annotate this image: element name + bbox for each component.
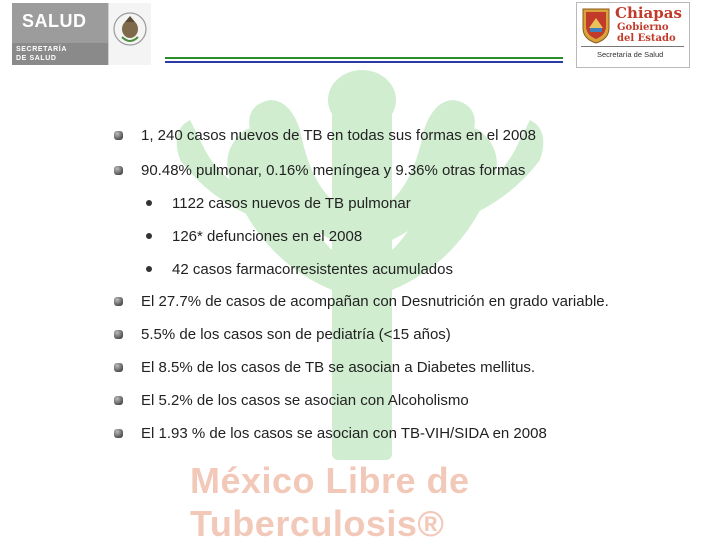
bullet-square-icon — [114, 429, 123, 438]
watermark-line-2: Tuberculosis® — [190, 503, 445, 544]
bullet-square-icon — [114, 166, 123, 175]
bullet-square-icon — [114, 330, 123, 339]
list-item-text: 1122 casos nuevos de TB pulmonar — [172, 195, 411, 212]
salud-logo-subtitle-1: SECRETARÍA — [16, 46, 67, 53]
list-item-text: 5.5% de los casos son de pediatría (<15 años) — [141, 326, 451, 343]
bullet-dot-icon — [146, 266, 152, 272]
list-item-text: El 1.93 % de los casos se asocian con TB-VIH/SIDA en 2008 — [141, 425, 547, 442]
bullet-square-icon — [114, 131, 123, 140]
bullet-dot-icon — [146, 200, 152, 206]
chiapas-logo-footer: Secretaría de Salud — [597, 50, 664, 59]
list-item-text: 90.48% pulmonar, 0.16% meníngea y 9.36% otras formas — [141, 162, 526, 179]
bullet-square-icon — [114, 396, 123, 405]
list-item-text: El 8.5% de los casos de TB se asocian a Diabetes mellitus. — [141, 359, 536, 376]
list-item-text: 126* defunciones en el 2008 — [172, 228, 363, 245]
chiapas-logo-subtitle-2: del Estado — [617, 33, 676, 44]
list-item-text: El 5.2% de los casos se asocian con Alcoholismo — [141, 392, 469, 409]
list-item-text: El 27.7% de casos de acompañan con Desnutrición en grado variable. — [141, 293, 609, 310]
watermark-line-1: México Libre de — [190, 460, 470, 501]
list-item-text: 1, 240 casos nuevos de TB en todas sus formas en el 2008 — [141, 127, 536, 144]
list-item-text: 42 casos farmacorresistentes acumulados — [172, 261, 453, 278]
bullet-square-icon — [114, 363, 123, 372]
salud-logo-subtitle-2: DE SALUD — [16, 55, 57, 62]
chiapas-logo-subtitle-1: Gobierno — [617, 22, 669, 33]
salud-logo-title: SALUD — [22, 11, 87, 31]
bullet-square-icon — [114, 297, 123, 306]
bullet-dot-icon — [146, 233, 152, 239]
chiapas-logo-title: Chiapas — [615, 4, 682, 22]
